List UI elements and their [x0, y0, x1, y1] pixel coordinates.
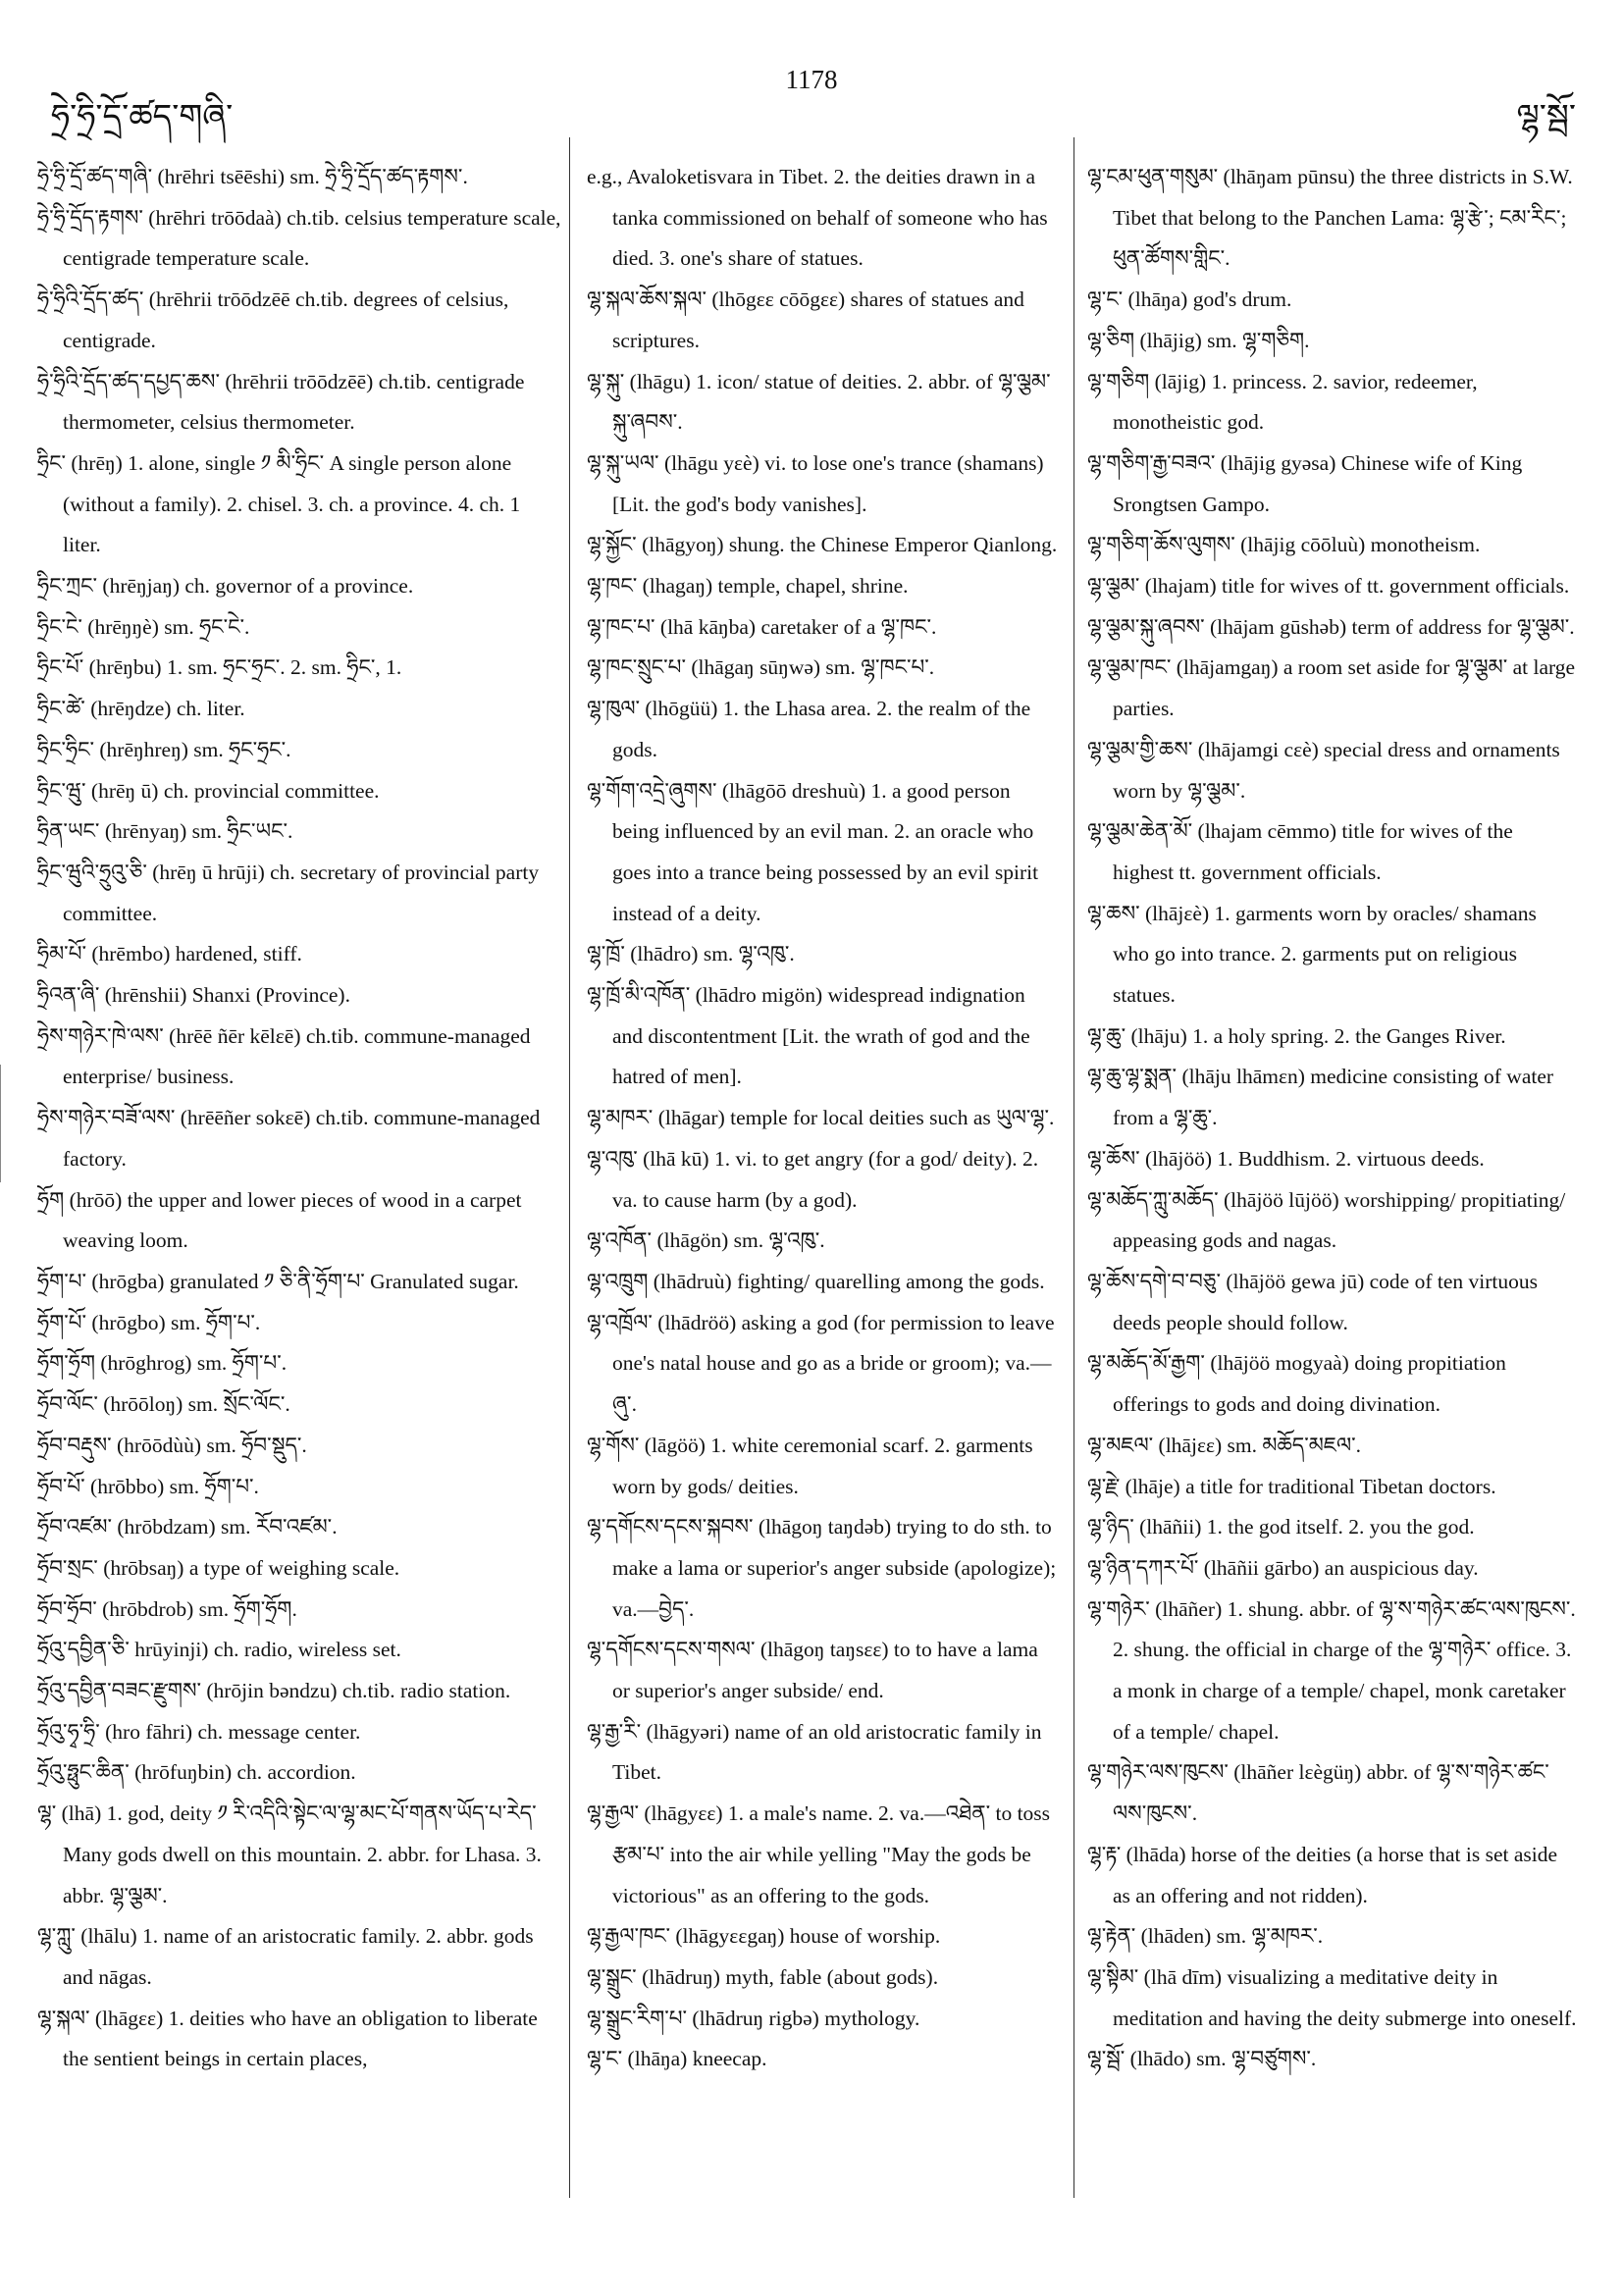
- dictionary-entry: ལྷ་སྐལ་ཆོས་སྐལ་ (lhōgεε cōōgεε) shares of statues and scriptures.: [587, 287, 1024, 352]
- dictionary-entry: ཧྲིང་ཝུའི་ཧྲུའུ་ཅི་ (hrēŋ ū hrūji) ch. secretary of provincial party committee.: [37, 860, 540, 925]
- dictionary-entry: ལྷ་ཉིད་ (lhāñii) 1. the god itself. 2. you the god.: [1087, 1515, 1475, 1539]
- dictionary-entry: ཧྲོའུ་དབྱིན་བཟང་རྫུགས་ (hrōjin bəndzu) ch.tib. radio station.: [37, 1679, 511, 1703]
- dictionary-entry: ལྷ་ངམ་ཕུན་གསུམ་ (lhāŋam pūnsu) the three districts in S.W. Tibet that belong to the Panchen Lama: ལྷ་རྩེ་; ངམ་རིང་; ཕུན་ཚོགས་གླིང་.: [1087, 165, 1573, 271]
- dictionary-entry: ལྷ་ང་ (lhāŋa) kneecap.: [587, 2047, 767, 2071]
- dictionary-entry: ཧྲིན་ཡང་ (hrēnyaŋ) sm. ཧྲིང་ཡང་.: [37, 819, 293, 844]
- dictionary-entry: ལྷ་མཆོད་ཀླུ་མཆོད་ (lhājöö lūjöö) worshipping/ propitiating/ appeasing gods and nagas.: [1087, 1187, 1566, 1253]
- dictionary-entry: ལྷ་ཀླུ་ (lhālu) 1. name of an aristocratic family. 2. abbr. gods and nāgas.: [37, 1924, 534, 1989]
- dictionary-entry: ལྷ་འཁོན་ (lhāgön) sm. ལྷ་འཁུ་.: [587, 1228, 825, 1253]
- running-head-left: ཧྲེ་ཧྲི་དྲོ་ཚད་གཞི་: [51, 99, 234, 135]
- dictionary-entry: ཧྲིང་ཀྲང་ (hrēŋjaŋ) ch. governor of a province.: [37, 574, 414, 599]
- dictionary-entry: ཧྲོབ་ལོང་ (hrōōloŋ) sm. སྲོང་ལོང་.: [37, 1392, 290, 1417]
- dictionary-entry: ལྷ་ལྕམ་ཁང་ (lhājamgaŋ) a room set aside for ལྷ་ལྕམ་ at large parties.: [1087, 655, 1576, 721]
- dictionary-entry: ལྷ་ཆུ་ལྷ་སྨན་ (lhāju lhāmεn) medicine consisting of water from a ལྷ་ཆུ་.: [1087, 1065, 1554, 1130]
- dictionary-entry: ལྷ་རྟེན་ (lhāden) sm. ལྷ་མཁར་.: [1087, 1924, 1324, 1949]
- dictionary-entry: ལྷ་འཁྲོལ་ (lhādröö) asking a god (for permission to leave one's natal house and go as a bride or groom); va.—ཞུ་.: [587, 1310, 1055, 1417]
- dictionary-entry: ལྷ་ཁྲོ་མི་འཁོན་ (lhādro migön) widespread indignation and discontentment [Lit. the wrath of god and the hatred of men].: [587, 983, 1030, 1089]
- dictionary-entry: ལྷ་རྗེ་ (lhāje) a title for traditional Tibetan doctors.: [1087, 1474, 1496, 1498]
- dictionary-entry: ལྷ་ཆས་ (lhājεè) 1. garments worn by oracles/ shamans who go into trance. 2. garments put on religious statues.: [1087, 901, 1537, 1008]
- dictionary-entry: ལྷ་རྒྱལ་ཁང་ (lhāgyεεgaŋ) house of worship.: [587, 1924, 941, 1949]
- dictionary-entry: ཧྲིང་པོ་ (hrēŋbu) 1. sm. ཧྲང་ཧྲང་. 2. sm. ཧྲིང་, 1.: [37, 655, 402, 680]
- dictionary-entry: ཧྲིང་ཧྲིང་ (hrēŋhreŋ) sm. ཧྲང་ཧྲང་.: [37, 737, 291, 761]
- dictionary-entry: ཧྲོའུ་ཧྭ་ཧྲི་ (hro fāhri) ch. message center.: [37, 1719, 361, 1744]
- dictionary-entry: ལྷ་ཁང་ (lhagaŋ) temple, chapel, shrine.: [587, 574, 909, 599]
- dictionary-entry: ཧྲོའུ་དབྱིན་ཅི་ hrūyinji) ch. radio, wireless set.: [37, 1638, 401, 1662]
- dictionary-entry: ཧྲོག (hrōō) the upper and lower pieces of wood in a carpet weaving loom.: [37, 1187, 522, 1253]
- dictionary-entry: ལྷ་རྒྱལ་ (lhāgyεε) 1. a male's name. 2. va.—འཐེན་ to toss རྩམ་པ་ into the air while yelling "May the gods be victorious" as an offering to the gods.: [587, 1801, 1051, 1907]
- dictionary-entry: ཧྲེ་ཧྲི་དྲོད་རྟགས་ (hrēhri trōōdaà) ch.tib. celsius temperature scale, centigrade temperature scale.: [37, 205, 561, 271]
- dictionary-entry: ལྷ་གཉེར་ལས་ཁུངས་ (lhāñer lεègüŋ) abbr. of ལྷ་ས་གཉེར་ཚང་ལས་ཁུངས་.: [1087, 1760, 1549, 1826]
- dictionary-entry: ལྷ་ཅིག (lhājig) sm. ལྷ་གཅིག.: [1087, 328, 1310, 352]
- dictionary-entry: ཧྲིང་ངེ་ (hrēŋŋè) sm. ཧྲང་ངེ་.: [37, 614, 250, 639]
- dictionary-entry: ལྷ་མཆོད་མོ་རྒྱག་ (lhājöö mogyaà) doing propitiation offerings to gods and doing divination.: [1087, 1351, 1506, 1417]
- dictionary-entry: ལྷ་ལྕམ་སྐུ་ཞབས་ (lhājam gūshəb) term of address for ལྷ་ལྕམ་.: [1087, 614, 1575, 639]
- column-2: [587, 157, 1060, 2213]
- dictionary-entry: ལྷ་ (lhā) 1. god, deity ༡ རི་འདིའི་སྟེང་ལ་ལྷ་མང་པོ་གནས་ཡོད་པ་རེད་ Many gods dwell on this mountain. 2. abbr. for Lhasa. 3. abbr. ལྷ་ལྕམ་.: [37, 1801, 542, 1907]
- dictionary-entry: ཧྲོབ་བརྡུས་ (hrōōdùù) sm. ཧྲོབ་སྡུད་.: [37, 1433, 307, 1457]
- running-head-right: ལྷ་སྦོ་: [1516, 99, 1576, 135]
- dictionary-entry: ལྷ་ལྕམ་ཆེན་མོ་ (lhajam cēmmo) title for wives of the highest tt. government officials.: [1087, 819, 1513, 884]
- dictionary-entry: ཧྲོབ་པོ་ (hrōbbo) sm. ཧྲོག་པ་.: [37, 1474, 259, 1498]
- dictionary-entry: ལྷ་མཁར་ (lhāgar) temple for local deities such as ཡུལ་ལྷ་.: [587, 1106, 1055, 1130]
- dictionary-entry: ཧྲིའན་ཞི་ (hrēnshii) Shanxi (Province).: [37, 983, 350, 1008]
- dictionary-entry: ལྷ་སྒྲུང་རིག་པ་ (lhādruŋ rigbə) mythology.: [587, 2006, 920, 2030]
- dictionary-entry: ལྷ་གོས་ (lāgöö) 1. white ceremonial scarf. 2. garments worn by gods/ deities.: [587, 1433, 1033, 1498]
- dictionary-entry: ཧྲོབ་སྲང་ (hrōbsaŋ) a type of weighing scale.: [37, 1555, 400, 1580]
- dictionary-entry: ལྷ་ཆུ་ (lhāju) 1. a holy spring. 2. the Ganges River.: [1087, 1023, 1506, 1048]
- dictionary-entry: ཧྲེས་གཉེར་བཟོ་ལས་ (hrēēñer sokεē) ch.tib. commune-managed factory.: [37, 1106, 541, 1171]
- column-1: [37, 157, 562, 2213]
- dictionary-entry: ལྷ་ལྕམ་གྱི་ཆས་ (lhājamgi cεè) special dress and ornaments worn by ལྷ་ལྕམ་.: [1087, 737, 1560, 803]
- dictionary-entry: ལྷ་འཁུ་ (lhā kū) 1. vi. to get angry (for a god/ deity). 2. va. to cause harm (by a god).: [587, 1146, 1039, 1212]
- page-number: 1178: [785, 65, 838, 94]
- dictionary-entry: ལྷ་འཁྲུག (lhādruù) fighting/ quarelling among the gods.: [587, 1269, 1045, 1293]
- dictionary-entry: ལྷ་ཁང་སྲུང་པ་ (lhāgaŋ sūŋwə) sm. ལྷ་ཁང་པ་.: [587, 655, 935, 680]
- dictionary-entry: ཧྲོག་ཧྲོག (hrōghrog) sm. ཧྲོག་པ་.: [37, 1351, 288, 1376]
- dictionary-entry: ལྷ་དགོངས་དངས་གསལ་ (lhāgoŋ taŋsεε) to to have a lama or superior's anger subside/ end.: [587, 1638, 1038, 1703]
- column-divider-2: [1073, 137, 1074, 2198]
- column-3: [1087, 157, 1578, 2213]
- dictionary-entry: ལྷ་རྟ་ (lhāda) horse of the deities (a horse that is set aside as an offering and not ridden).: [1087, 1842, 1558, 1907]
- dictionary-entry: ཧྲིང་ (hrēŋ) 1. alone, single ༡ མི་ཧྲིང་ A single person alone (without a family). 2. chisel. 3. ch. a province. 4. ch. 1 liter.: [37, 450, 521, 557]
- dictionary-entry: ལྷ་ཆོས་དགེ་བ་བཅུ་ (lhājöö gewa jū) code of ten virtuous deeds people should follow.: [1087, 1269, 1538, 1334]
- dictionary-entry: ལྷ་ཁུལ་ (lhōgüü) 1. the Lhasa area. 2. the realm of the gods.: [587, 697, 1031, 761]
- dictionary-entry: ལྷ་ཆོས་ (lhājöö) 1. Buddhism. 2. virtuous deeds.: [1087, 1146, 1485, 1171]
- dictionary-entry: ཧྲེ་ཧྲི་དྲོ་ཚད་གཞི་ (hrēhri tsēēshi) sm. ཧྲེ་ཧྲི་དྲོད་ཚད་རྟགས་.: [37, 165, 468, 188]
- dictionary-entry: ཧྲོའུ་ཧྥུང་ཆིན་ (hrōfuŋbin) ch. accordion.: [37, 1760, 356, 1785]
- dictionary-entry: ལྷ་ཉིན་དཀར་པོ་ (lhāñii gārbo) an auspicious day.: [1087, 1555, 1479, 1580]
- dictionary-entry: ཧྲོག་པ་ (hrōgba) granulated ༡ ཅི་ནི་ཧྲོག་པ་ Granulated sugar.: [37, 1269, 519, 1293]
- dictionary-entry: ལྷ་མཇལ་ (lhājεε) sm. མཆོད་མཇལ་.: [1087, 1433, 1362, 1457]
- dictionary-entry: ལྷ་སྟིམ་ (lhā dīm) visualizing a meditative deity in meditation and having the deity submerge into oneself.: [1087, 1964, 1577, 2030]
- dictionary-entry: ལྷ་གཅིག་རྒྱ་བཟའ་ (lhājig gyəsa) Chinese wife of King Srongtsen Gampo.: [1087, 450, 1523, 516]
- dictionary-entry: e.g., Avaloketisvara in Tibet. 2. the deities drawn in a tanka commissioned on behalf of someone who has died. 3. one's share of statues.: [587, 165, 1048, 271]
- margin-mark: [0, 1065, 1, 1182]
- dictionary-entry: ཧྲིང་ཝུ་ (hrēŋ ū) ch. provincial committee.: [37, 778, 380, 803]
- dictionary-entry: ཧྲོབ་འཛམ་ (hrōbdzam) sm. རོབ་འཛམ་.: [37, 1515, 338, 1539]
- dictionary-entry: ལྷ་སྦོ་ (lhādo) sm. ལྷ་བཙུགས་.: [1087, 2047, 1317, 2071]
- dictionary-entry: ཧྲེས་གཉེར་ཁེ་ལས་ (hrēē ñēr kēlεē) ch.tib. commune-managed enterprise/ business.: [37, 1023, 531, 1089]
- dictionary-entry: ཧྲོབ་ཧྲོབ་ (hrōbdrob) sm. ཧྲོག་ཧྲོག.: [37, 1596, 297, 1621]
- dictionary-entry: ལྷ་གཅིག་ཆོས་ལུགས་ (lhājig cōōluù) monotheism.: [1087, 533, 1481, 557]
- dictionary-entry: ཧྲོག་པོ་ (hrōgbo) sm. ཧྲོག་པ་.: [37, 1310, 261, 1334]
- dictionary-entry: ལྷ་གཅིག (lājig) 1. princess. 2. savior, redeemer, monotheistic god.: [1087, 369, 1478, 435]
- dictionary-entry: ལྷ་གོག་འདྲེ་ཞུགས་ (lhāgōō dreshuù) 1. a good person being influenced by an evil man. 2. an oracle who goes into a trance being possessed by an evil spirit instead of a deity.: [587, 778, 1039, 925]
- dictionary-entry: ལྷ་ལྕམ་ (lhajam) title for wives of tt. government officials.: [1087, 574, 1570, 599]
- dictionary-entry: ལྷ་སྐུ་ (lhāgu) 1. icon/ statue of deities. 2. abbr. of ལྷ་ལྕམ་སྐུ་ཞབས་.: [587, 369, 1051, 435]
- dictionary-entry: ལྷ་ཁྲོ་ (lhādro) sm. ལྷ་འཁུ་.: [587, 942, 795, 966]
- dictionary-entry: ལྷ་སྒྲུང་ (lhādruŋ) myth, fable (about gods).: [587, 1964, 939, 1989]
- dictionary-entry: ཧྲིམ་པོ་ (hrēmbo) hardened, stiff.: [37, 942, 302, 966]
- dictionary-entry: ལྷ་གཉེར་ (lhāñer) 1. shung. abbr. of ལྷ་ས་གཉེར་ཚང་ལས་ཁུངས་. 2. shung. the official in charge of the ལྷ་གཉེར་ office. 3. a monk in charge of a temple/ chapel, monk caretaker of a temple/ chapel.: [1087, 1596, 1576, 1744]
- dictionary-entry: ཧྲིང་ཚེ་ (hrēŋdze) ch. liter.: [37, 697, 245, 721]
- dictionary-entry: ཧྲེ་ཧྲིའི་དྲོད་ཚད་ (hrēhrii trōōdzēē ch.tib. degrees of celsius, centigrade.: [37, 287, 509, 352]
- dictionary-entry: ལྷ་ཁང་པ་ (lhā kāŋba) caretaker of a ལྷ་ཁང་.: [587, 614, 937, 639]
- dictionary-entry: ལྷ་ང་ (lhāŋa) god's drum.: [1087, 287, 1292, 312]
- dictionary-entry: ཧྲེ་ཧྲིའི་དྲོད་ཚད་དཔྱད་ཆས་ (hrēhrii trōōdzēē) ch.tib. centigrade thermometer, celsius thermometer.: [37, 369, 525, 435]
- dictionary-entry: ལྷ་སྐལ་ (lhāgεε) 1. deities who have an obligation to liberate the sentient beings in certain places,: [37, 2006, 538, 2071]
- dictionary-entry: ལྷ་རྒྱ་རི་ (lhāgyəri) name of an old aristocratic family in Tibet.: [587, 1719, 1042, 1785]
- dictionary-entry: ལྷ་སྐྱོང་ (lhāgyoŋ) shung. the Chinese Emperor Qianlong.: [587, 533, 1058, 557]
- dictionary-entry: ལྷ་དགོངས་དངས་སྐབས་ (lhāgoŋ taŋdəb) trying to do sth. to make a lama or superior's anger subside (apologize); va.—བྱེད་.: [587, 1515, 1057, 1621]
- dictionary-entry: ལྷ་སྐུ་ཡལ་ (lhāgu yεè) vi. to lose one's trance (shamans) [Lit. the god's body vanishes].: [587, 450, 1044, 516]
- column-divider-1: [569, 137, 570, 2198]
